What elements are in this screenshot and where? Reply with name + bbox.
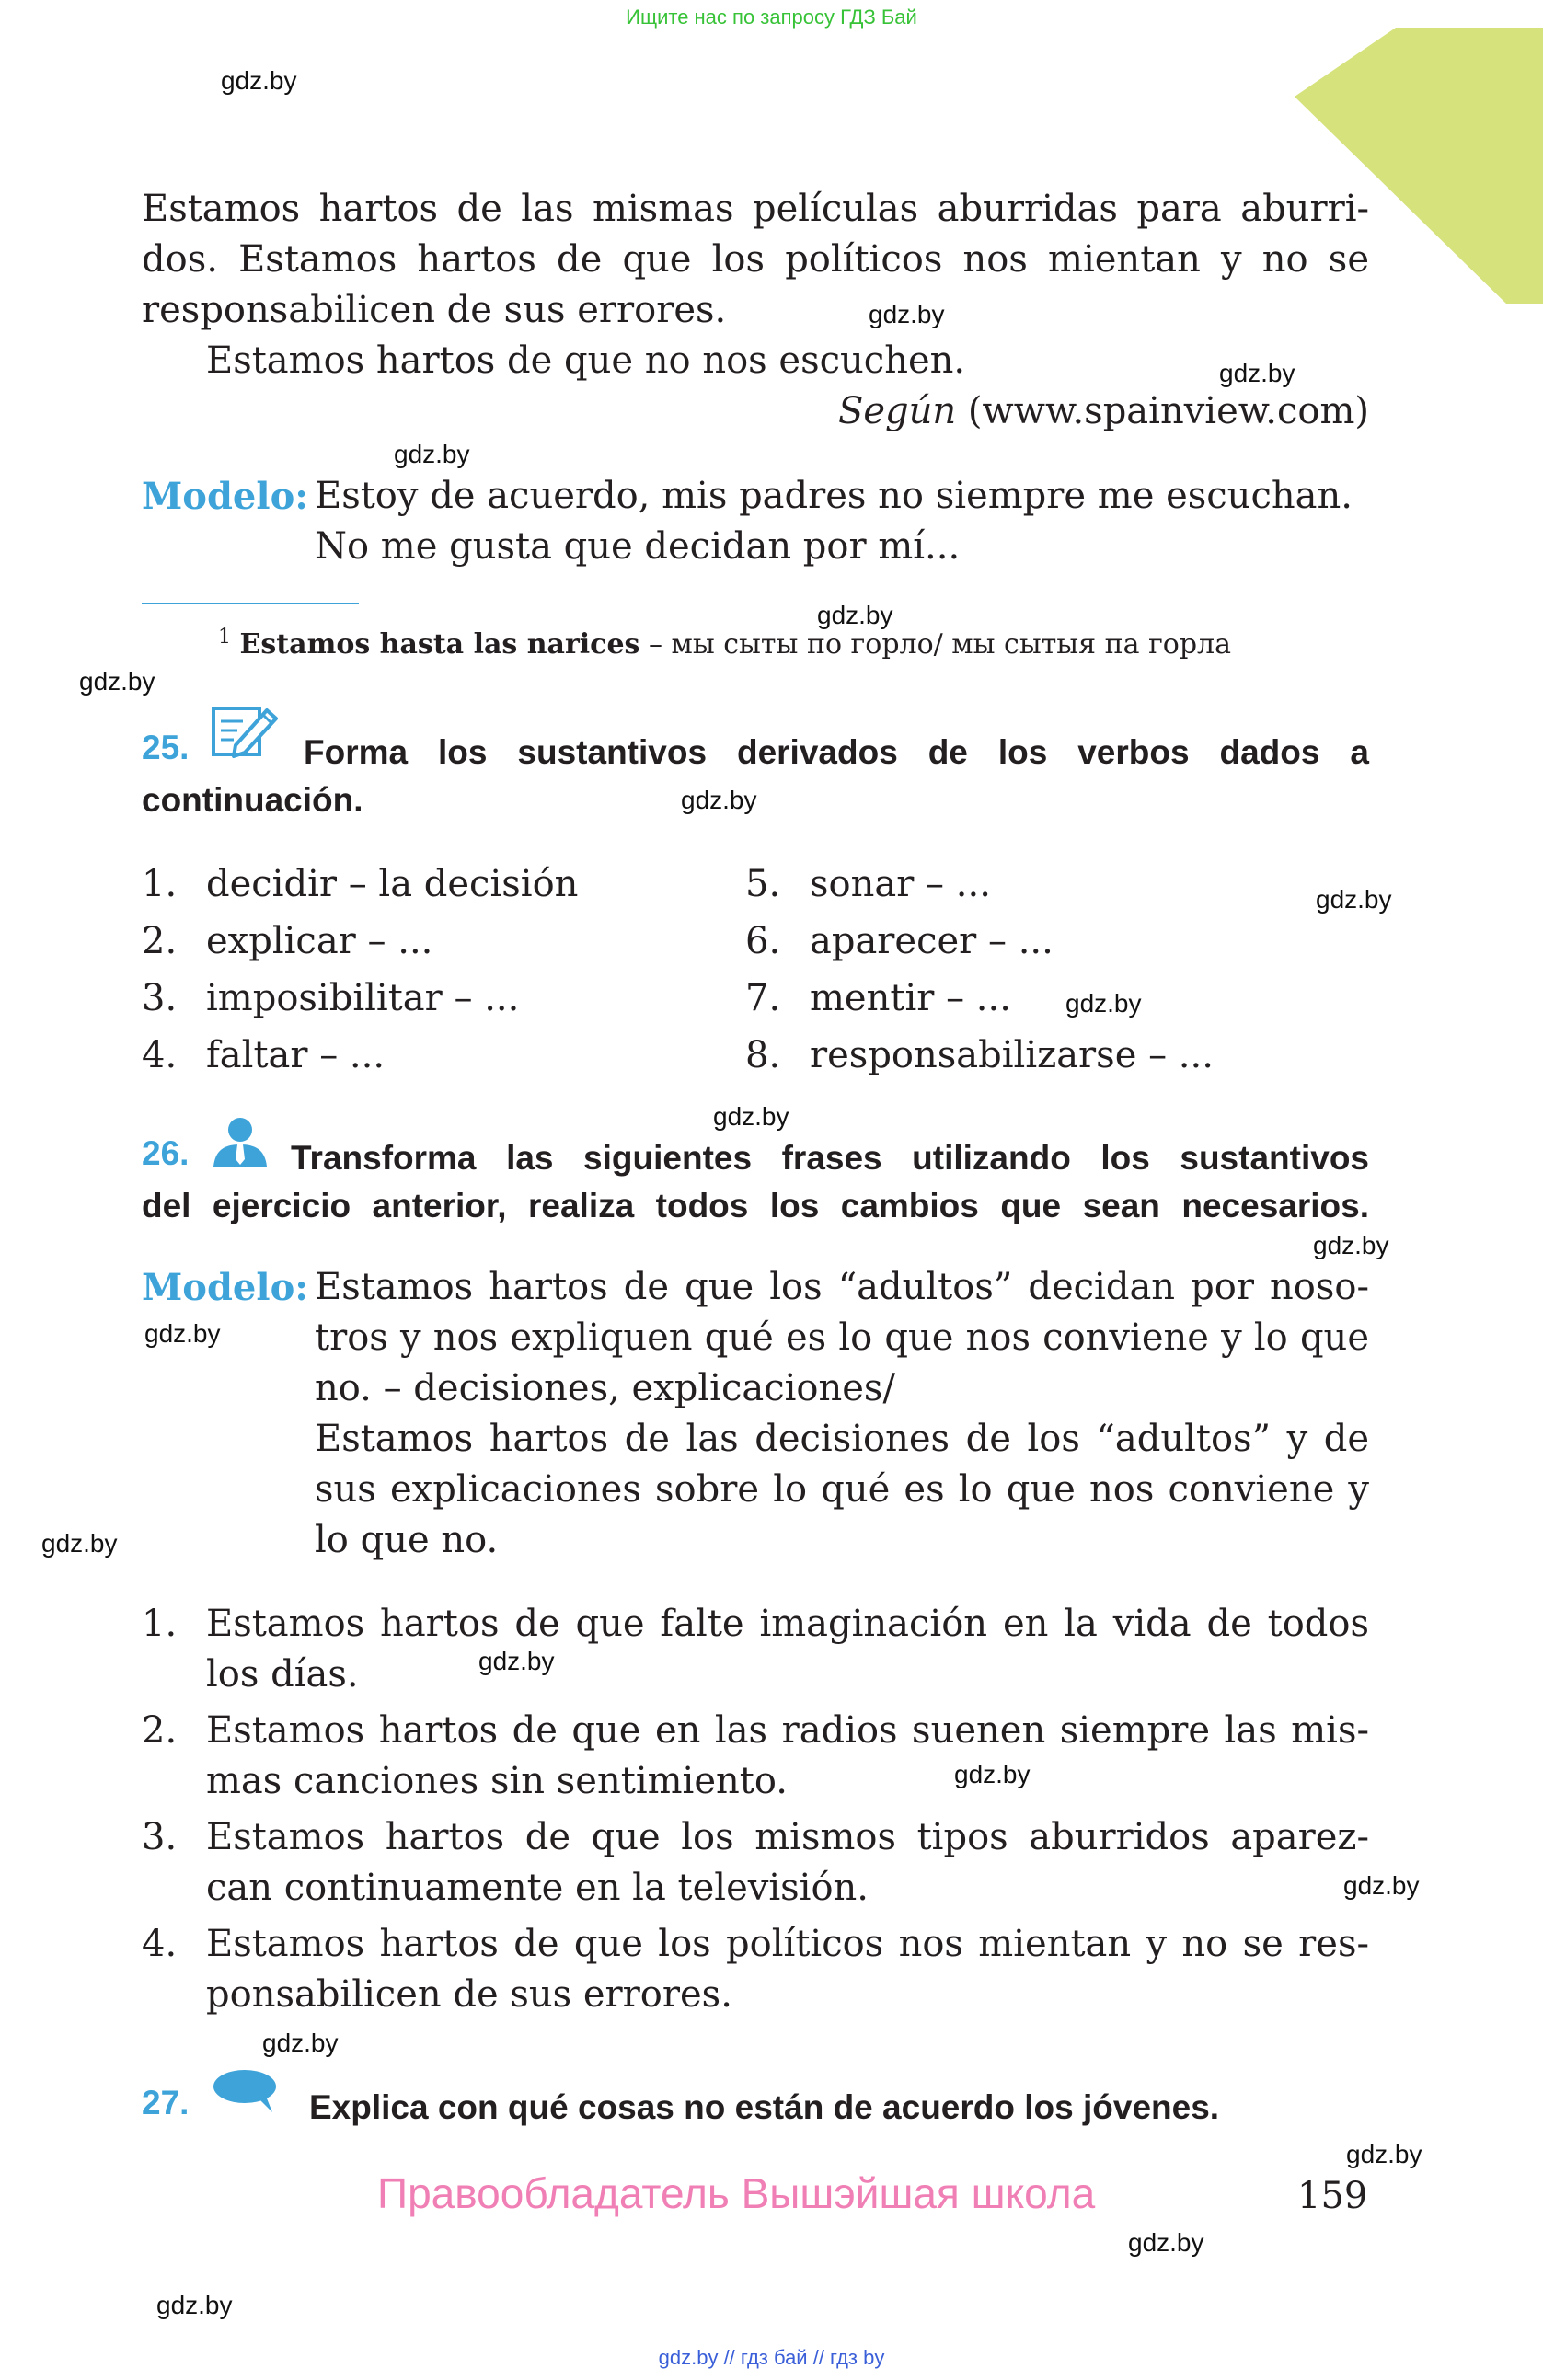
- list-item: [745, 856, 1214, 913]
- item-number: 6.: [745, 920, 781, 962]
- text-line: los días.: [206, 1653, 359, 1696]
- item-text: responsabilizarse – ...: [810, 1034, 1214, 1076]
- watermark: gdz.by: [713, 1102, 789, 1131]
- watermark: gdz.by: [221, 66, 297, 95]
- list-item: [142, 1812, 1369, 1914]
- copyright-text: Правообладатель Вышэйшая школа: [377, 2169, 1096, 2217]
- text-line: tros y nos expliquen qué es lo que nos conviene y lo que: [315, 1316, 1369, 1359]
- item-text: faltar – ...: [206, 1034, 386, 1076]
- item-number: 4.: [142, 1923, 178, 1965]
- exercise-title: [142, 729, 1369, 824]
- text-line: Estamos hartos de las mismas películas aburridas para aburri-: [142, 188, 1369, 230]
- speech-bubble-icon: [212, 2068, 282, 2114]
- top-banner[interactable]: Ищите нас по запросу ГДЗ Бай: [626, 6, 917, 29]
- item-number: 1.: [142, 1603, 178, 1645]
- sentence-list: [142, 1599, 1369, 2020]
- item-text: sonar – ...: [810, 863, 991, 905]
- watermark: gdz.by: [478, 1647, 555, 1675]
- exercise-number: 27.: [142, 2084, 190, 2121]
- list-item: [745, 970, 1214, 1027]
- text-line: Estoy de acuerdo, mis padres no siempre me escuchan.: [315, 475, 1353, 517]
- item-text: decidir – la decisión: [206, 863, 579, 905]
- text-line: mas canciones sin sentimiento.: [206, 1760, 788, 1802]
- watermark: gdz.by: [681, 786, 757, 814]
- text-line: sus explicaciones sobre lo qué es lo que nos conviene y: [315, 1468, 1369, 1511]
- item-text: aparecer – ...: [810, 920, 1054, 962]
- text-line: Estamos hartos de que los mismos tipos aburridos aparez-: [206, 1816, 1369, 1858]
- footnote-translation: – мы сыты по горло/ мы сытыя па горла: [639, 628, 1231, 661]
- footnote-term: Estamos hasta las narices: [239, 628, 640, 661]
- intro-text: [142, 184, 1369, 437]
- word-list-left: [142, 856, 578, 1084]
- bottom-links[interactable]: gdz.by // гдз бай // гдз by: [658, 2346, 885, 2369]
- item-number: 3.: [142, 1816, 178, 1858]
- footnote-mark: 1: [218, 626, 231, 649]
- list-item: [142, 970, 578, 1027]
- text-line: dos. Estamos hartos de que los políticos nos mientan y no se: [142, 238, 1369, 281]
- footnote-divider: [142, 603, 359, 604]
- source-word: Según: [837, 390, 957, 432]
- watermark: gdz.by: [1128, 2228, 1204, 2257]
- watermark: gdz.by: [262, 2029, 339, 2057]
- item-number: 4.: [142, 1034, 178, 1076]
- watermark: gdz.by: [1313, 1231, 1389, 1259]
- watermark: gdz.by: [869, 300, 945, 328]
- text-line: No me gusta que decidan por mí...: [315, 525, 961, 568]
- text-line: responsabilicen de sus errores.: [142, 289, 727, 331]
- watermark: gdz.by: [79, 667, 155, 696]
- list-item: [745, 913, 1214, 970]
- exercise-number: 25.: [142, 729, 190, 766]
- modelo-block: [142, 471, 1369, 572]
- item-number: 1.: [142, 863, 178, 905]
- item-number: 7.: [745, 977, 781, 1019]
- modelo-label: Modelo:: [142, 1266, 309, 1309]
- source-url[interactable]: (www.spainview.com): [967, 390, 1369, 432]
- list-item: [142, 913, 578, 970]
- text-line: Estamos hartos de que los políticos nos mientan y no se res-: [206, 1923, 1369, 1965]
- text-line: Estamos hartos de que en las radios suenen siempre las mis-: [206, 1709, 1369, 1752]
- text-line: Estamos hartos de las decisiones de los “adultos” y de: [315, 1418, 1369, 1460]
- title-line: Explica con qué cosas no están de acuerdo los jóvenes.: [309, 2088, 1220, 2126]
- page-number: 159: [1297, 2175, 1368, 2217]
- word-list-right: [745, 856, 1214, 1084]
- watermark: gdz.by: [144, 1319, 221, 1348]
- modelo-block: [142, 1262, 1369, 1566]
- list-item: [142, 1919, 1369, 2020]
- item-text: imposibilitar – ...: [206, 977, 520, 1019]
- text-line: ponsabilicen de sus errores.: [206, 1973, 732, 2016]
- item-number: 5.: [745, 863, 781, 905]
- title-line: continuación.: [142, 781, 363, 819]
- title-line: Transforma las siguientes frases utilizando los sustantivos: [291, 1139, 1369, 1177]
- list-item: [745, 1027, 1214, 1084]
- title-line: Forma los sustantivos derivados de los verbos dados a: [304, 733, 1369, 771]
- text-line: no. – decisiones, explicaciones/: [315, 1367, 895, 1409]
- watermark: gdz.by: [1065, 989, 1142, 1018]
- list-item: [142, 1599, 1369, 1700]
- exercise-number: 26.: [142, 1134, 190, 1172]
- title-line: del ejercicio anterior, realiza todos los cambios que sean necesarios.: [142, 1187, 1369, 1224]
- item-number: 2.: [142, 920, 178, 962]
- item-text: explicar – ...: [206, 920, 433, 962]
- watermark: gdz.by: [817, 601, 893, 629]
- exercise-title: [309, 2084, 1219, 2132]
- item-number: 8.: [745, 1034, 781, 1076]
- footnote: [218, 626, 1231, 661]
- watermark: gdz.by: [1219, 359, 1295, 387]
- list-item: [142, 856, 578, 913]
- watermark: gdz.by: [156, 2291, 233, 2319]
- list-item: [142, 1027, 578, 1084]
- watermark: gdz.by: [954, 1760, 1031, 1788]
- exercise-title: [142, 1134, 1369, 1230]
- watermark: gdz.by: [41, 1529, 118, 1558]
- text-line: lo que no.: [315, 1519, 499, 1561]
- text-line: can continuamente en la televisión.: [206, 1867, 869, 1909]
- item-number: 3.: [142, 977, 178, 1019]
- watermark: gdz.by: [1343, 1871, 1420, 1900]
- watermark: gdz.by: [394, 440, 470, 468]
- modelo-label: Modelo:: [142, 475, 309, 518]
- text-line: Estamos hartos de que no nos escuchen.: [206, 339, 966, 382]
- item-number: 2.: [142, 1709, 178, 1752]
- item-text: mentir – ...: [810, 977, 1011, 1019]
- watermark: gdz.by: [1346, 2140, 1422, 2168]
- watermark: gdz.by: [1316, 885, 1392, 914]
- list-item: [142, 1706, 1369, 1807]
- text-line: Estamos hartos de que falte imaginación en la vida de todos: [206, 1603, 1369, 1645]
- source-line: [142, 386, 1369, 437]
- text-line: Estamos hartos de que los “adultos” decidan por noso-: [315, 1266, 1369, 1308]
